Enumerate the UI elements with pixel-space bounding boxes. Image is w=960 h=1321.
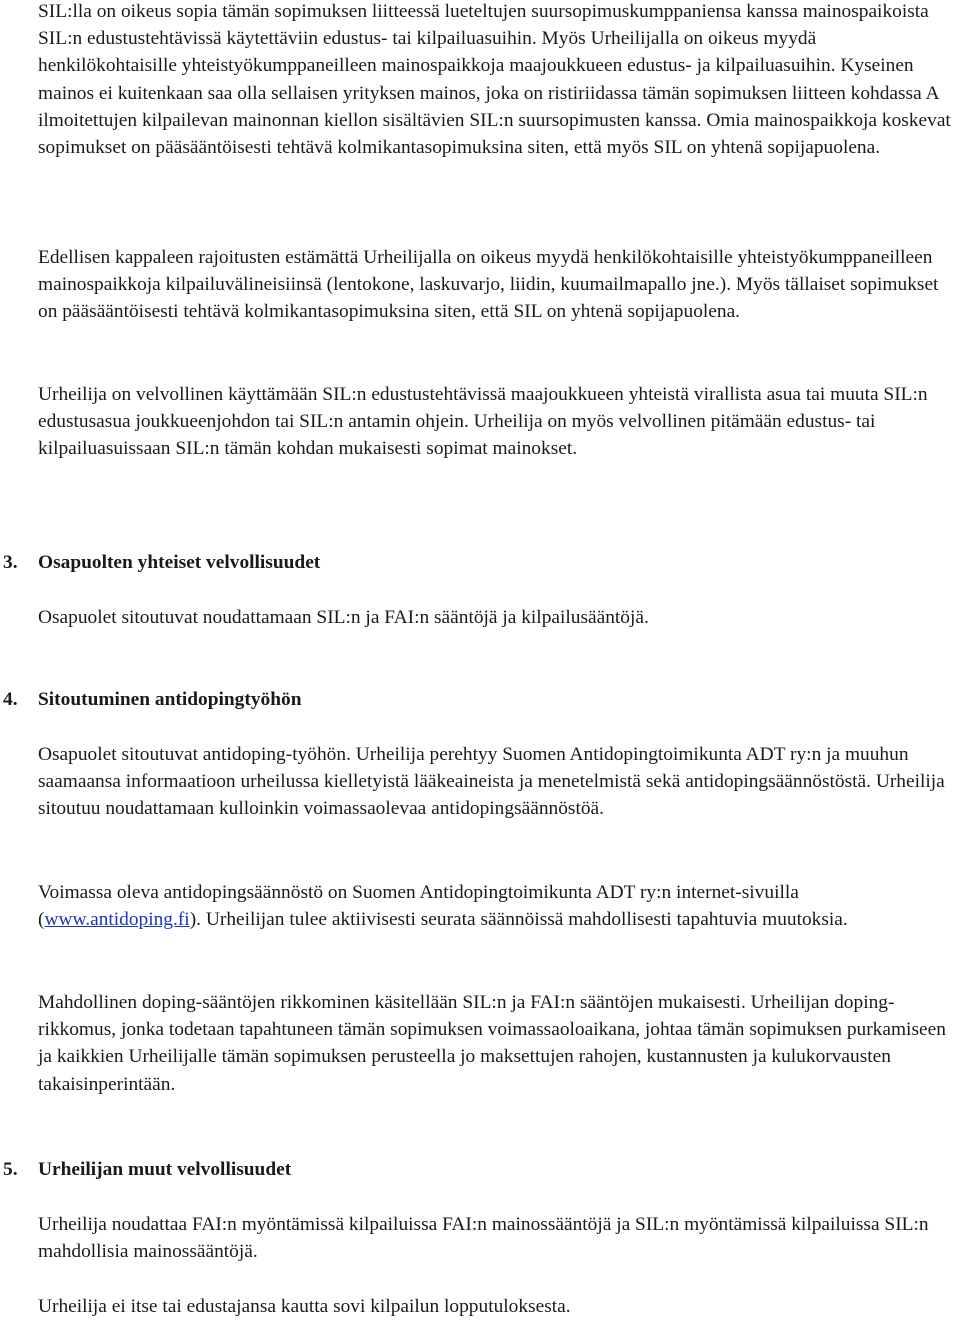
section-5-number: 5.	[3, 1159, 18, 1180]
antidoping-website-link[interactable]: www.antidoping.fi	[44, 909, 190, 931]
section-5-title: Urheilijan muut velvollisuudet	[38, 1159, 292, 1180]
paragraph-equipment-advertising: Edellisen kappaleen rajoitusten estämättä Urheilijalla on oikeus myydä henkilökohtaisille yhteistyökumppaneilleen mainospaikkoja kilpailuvälineisiinsä (lentokone, laskuvarjo, liidin, kuumailmapallo jne.). Myös tällaiset sopimukset on pääsääntöisesti tehtävä kolmikantasopimuksina siten, että SIL on yhtenä sopijapuolena.	[38, 247, 939, 323]
paragraph-advertising-rights: SIL:lla on oikeus sopia tämän sopimuksen liitteessä lueteltujen suursopimuskumppaniensa kanssa mainospaikoista SIL:n edustustehtävissä käytettäviin edustus- tai kilpailuasuihin. Myös Urheilijalla on oikeus myydä henkilökohtaisille yhteistyökumppaneilleen mainospaikkoja maajoukkueen edustus- ja kilpailuasuihin. Kyseinen mainos ei kuitenkaan saa olla sellaisen yrityksen mainos, joka on ristiriidassa tämän sopimuksen liitteen kohdassa A ilmoitettujen kilpailevan mainonnan kiellon sisältävien SIL:n suursopimusten kanssa. Omia mainospaikkoja koskevat sopimukset on pääsääntöisesti tehtävä kolmikantasopimuksina siten, että myös SIL on yhtenä sopijapuolena.	[38, 1, 951, 159]
section-3-title: Osapuolten yhteiset velvollisuudet	[38, 552, 321, 573]
antidoping-rules-text-end: ). Urheilijan tulee aktiivisesti seurata säännöissä mahdollisesti tapahtuvia muutoksia.	[189, 909, 848, 931]
section-3-number: 3.	[3, 552, 18, 573]
paragraph-doping-violations: Mahdollinen doping-sääntöjen rikkominen käsitellään SIL:n ja FAI:n sääntöjen mukaisesti. Urheilijan doping-rikkomus, jonka todetaan tapahtuneen tämän sopimuksen voimassaoloaikana, johtaa tämän sopimuksen purkamiseen ja kaikkien Urheilijalle tämän sopimuksen perusteella jo maksettujen rahojen, kustannusten ja kulukorvausten takaisinperintään.	[38, 992, 946, 1095]
paragraph-result-agreement: Urheilija ei itse tai edustajansa kautta sovi kilpailun lopputuloksesta.	[38, 1296, 571, 1317]
section-4-number: 4.	[3, 689, 18, 710]
paragraph-common-obligations: Osapuolet sitoutuvat noudattamaan SIL:n ja FAI:n sääntöjä ja kilpailusääntöjä.	[38, 607, 649, 628]
section-5-heading	[0, 1156, 291, 1183]
paragraph-antidoping-commitment: Osapuolet sitoutuvat antidoping-työhön. Urheilija perehtyy Suomen Antidopingtoimikunta ADT ry:n ja muuhun saamaansa informaatioon urheilussa kielletyistä lääkeaineista ja menetelmistä sekä antidopingsäännöstöstä. Urheilija sitoutuu noudattamaan kulloinkin voimassaolevaa antidopingsäännöstöä.	[38, 744, 945, 820]
antidoping-rules-text-start: Voimassa oleva antidopingsäännöstö on Suomen Antidopingtoimikunta ADT ry:n internet-sivuilla (	[38, 882, 799, 931]
paragraph-antidoping-rules	[38, 879, 956, 933]
paragraph-official-attire: Urheilija on velvollinen käyttämään SIL:n edustustehtävissä maajoukkueen yhteistä virallista asua tai muuta SIL:n edustusasua joukkueenjohdon tai SIL:n antamin ohjein. Urheilija on myös velvollinen pitämään edustus- tai kilpailuasuissaan SIL:n tämän kohdan mukaisesti sopimat mainokset.	[38, 384, 928, 460]
section-4-title: Sitoutuminen antidopingtyöhön	[38, 689, 302, 710]
section-3-heading	[0, 549, 320, 576]
paragraph-advertising-rules: Urheilija noudattaa FAI:n myöntämissä kilpailuissa FAI:n mainossääntöjä ja SIL:n myöntämissä kilpailuissa SIL:n mahdollisia mainossääntöjä.	[38, 1214, 929, 1263]
section-4-heading	[0, 686, 301, 713]
